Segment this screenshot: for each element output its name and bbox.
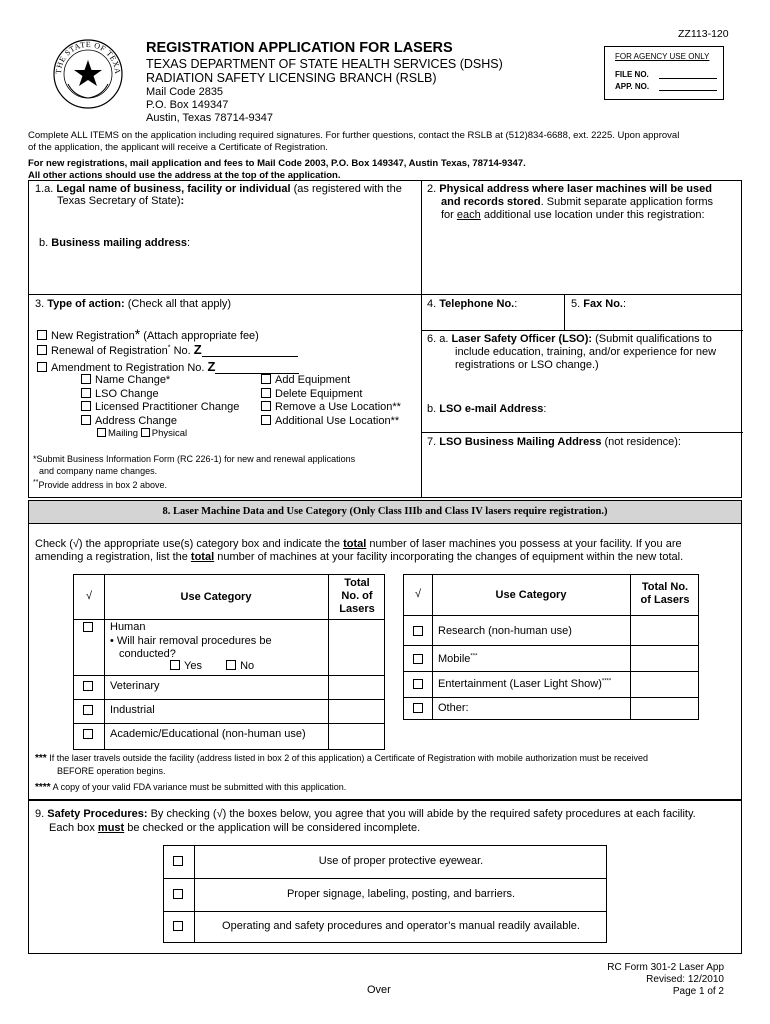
mailing-label: Mailing bbox=[108, 428, 139, 439]
amendment-right-options bbox=[261, 374, 401, 428]
mobile-label: Mobile bbox=[438, 653, 471, 665]
practitioner-change-label: Licensed Practitioner Change bbox=[95, 401, 240, 414]
section-9-instructions bbox=[35, 807, 739, 835]
human-row bbox=[83, 622, 97, 634]
renewal-no-label: No. bbox=[170, 345, 194, 357]
lso-rest-1: (Submit qualifications to bbox=[595, 333, 712, 345]
lso-mailing-number: 7. bbox=[427, 436, 437, 448]
name-change-label: Name Change* bbox=[95, 374, 171, 386]
amendment-z-prefix: Z bbox=[207, 359, 216, 374]
left-check-header: √ bbox=[85, 590, 93, 602]
remove-location-option[interactable] bbox=[261, 401, 401, 415]
right-total-header bbox=[630, 581, 700, 607]
s9-number: 9. bbox=[35, 808, 45, 820]
lso-mailing-label: LSO Business Mailing Address bbox=[439, 436, 602, 448]
footnote-2-mark: ** bbox=[33, 479, 39, 486]
fax-field[interactable] bbox=[571, 298, 626, 310]
eyewear-checkbox[interactable] bbox=[173, 856, 183, 866]
lso-mailing-rest: (not residence): bbox=[604, 436, 681, 448]
left-total-h3: Lasers bbox=[339, 603, 375, 615]
renewal-sup: * bbox=[167, 344, 171, 352]
industrial-total-field[interactable] bbox=[330, 701, 384, 721]
file-no-line[interactable] bbox=[659, 78, 717, 79]
use-category-table-right bbox=[403, 574, 699, 720]
industrial-label: Industrial bbox=[110, 704, 155, 716]
additional-location-checkbox[interactable] bbox=[261, 415, 271, 425]
entertainment-note-mark: **** bbox=[601, 678, 612, 685]
over-label: Over bbox=[367, 984, 391, 996]
section-8-notes bbox=[35, 752, 741, 794]
s8-p1a: Check (√) the appropriate use(s) category box and indicate the bbox=[35, 538, 344, 550]
s9-must: must bbox=[97, 822, 125, 834]
research-checkbox[interactable] bbox=[413, 626, 423, 636]
veterinary-label: Veterinary bbox=[110, 680, 160, 692]
lso-field[interactable] bbox=[427, 333, 741, 372]
eyewear-label: Use of proper protective eyewear. bbox=[318, 855, 484, 867]
right-total-h1: Total No. bbox=[641, 581, 689, 593]
box-2-line2-rest: . Submit separate application forms bbox=[540, 196, 714, 208]
box-2-number: 2. bbox=[427, 183, 437, 195]
lso-change-checkbox[interactable] bbox=[81, 388, 91, 398]
signage-checkbox[interactable] bbox=[173, 889, 183, 899]
additional-location-label: Additional Use Location** bbox=[275, 414, 400, 427]
box-1a-line2: Texas Secretary of State) bbox=[57, 195, 181, 207]
mobile-note-text-cont: BEFORE operation begins. bbox=[57, 766, 166, 776]
new-registration-mail-instructions: For new registrations, mail application and fees to Mail Code 2003, P.O. Box 149347, Austin Texas, 78714-9347. bbox=[28, 158, 526, 169]
other-label: Other: bbox=[438, 702, 469, 714]
add-equipment-checkbox[interactable] bbox=[261, 374, 271, 384]
additional-location-option[interactable] bbox=[261, 415, 401, 429]
hair-no-checkbox[interactable] bbox=[226, 660, 236, 670]
agency-use-box bbox=[604, 46, 724, 100]
other-total-field[interactable] bbox=[632, 699, 698, 719]
hair-yes-label: Yes bbox=[184, 660, 202, 672]
entertainment-total-field[interactable] bbox=[632, 673, 698, 695]
left-total-h1: Total bbox=[344, 577, 370, 589]
box-1b-colon: : bbox=[186, 237, 191, 249]
section-9 bbox=[28, 800, 742, 954]
left-total-h2: No. of bbox=[341, 590, 373, 602]
academic-label: Academic/Educational (non-human use) bbox=[110, 728, 306, 740]
box-2-line3-b: additional use location under this registration: bbox=[480, 209, 705, 221]
lso-email-label: LSO e-mail Address bbox=[439, 403, 544, 415]
footnote-1-cont: and company name changes. bbox=[39, 466, 158, 476]
box-4-5-row bbox=[421, 294, 743, 331]
practitioner-change-checkbox[interactable] bbox=[81, 401, 91, 411]
footnote-2: Provide address in box 2 above. bbox=[38, 480, 168, 490]
box-1a-number: 1.a. bbox=[35, 183, 54, 195]
footer-revised: Revised: 12/2010 bbox=[646, 974, 724, 985]
app-no-label: APP. NO. bbox=[615, 82, 650, 91]
agency-use-title: FOR AGENCY USE ONLY bbox=[615, 52, 710, 61]
delete-equipment-label: Delete Equipment bbox=[275, 387, 363, 400]
box-1b-number: b. bbox=[39, 237, 49, 249]
renewal-label: Renewal of Registration bbox=[51, 345, 168, 357]
human-total-field[interactable] bbox=[330, 621, 384, 673]
address-change-label: Address Change bbox=[95, 414, 177, 427]
lso-number: 6. a. bbox=[427, 333, 449, 345]
telephone-colon: : bbox=[514, 298, 518, 310]
box-1b[interactable] bbox=[39, 237, 190, 249]
s8-p2b: number of machines at your facility incorporating the changes of equipment within the new total. bbox=[214, 551, 684, 563]
safety-procedures-table bbox=[163, 845, 607, 943]
lso-label: Laser Safety Officer (LSO): bbox=[451, 333, 593, 345]
hair-no-label: No bbox=[240, 660, 255, 672]
physical-checkbox[interactable] bbox=[141, 428, 150, 437]
mail-code: Mail Code 2835 bbox=[146, 86, 224, 98]
section-8-instructions bbox=[35, 538, 683, 564]
fax-number: 5. bbox=[571, 298, 581, 310]
box-2-line3-a: for bbox=[441, 209, 457, 221]
research-label: Research (non-human use) bbox=[438, 625, 572, 637]
human-checkbox[interactable] bbox=[83, 622, 93, 632]
renewal-option[interactable] bbox=[37, 342, 298, 357]
lso-email-field[interactable] bbox=[427, 403, 546, 415]
lso-email-number: b. bbox=[427, 403, 437, 415]
box-2[interactable] bbox=[427, 183, 739, 222]
entertainment-checkbox[interactable] bbox=[413, 679, 423, 689]
entertainment-category bbox=[438, 678, 611, 690]
human-category bbox=[110, 621, 272, 662]
remove-location-label: Remove a Use Location** bbox=[275, 401, 401, 414]
fax-colon: : bbox=[622, 298, 627, 310]
procedures-label: Operating and safety procedures and operator’s manual readily available. bbox=[222, 920, 580, 932]
form-title: REGISTRATION APPLICATION FOR LASERS bbox=[146, 40, 453, 56]
app-no-line[interactable] bbox=[659, 90, 717, 91]
file-no-label: FILE NO. bbox=[615, 70, 649, 79]
veterinary-total-field[interactable] bbox=[330, 677, 384, 697]
texas-seal-icon bbox=[52, 38, 124, 110]
s8-p2-total: total bbox=[190, 551, 215, 563]
lso-change-label: LSO Change bbox=[95, 387, 159, 400]
s9-line2a: Each box bbox=[49, 822, 98, 834]
other-actions-instructions: All other actions should use the address at the top of the application. bbox=[28, 170, 341, 181]
veterinary-checkbox[interactable] bbox=[83, 681, 93, 691]
amendment-option[interactable] bbox=[37, 359, 299, 374]
academic-checkbox[interactable] bbox=[83, 729, 93, 739]
s8-p1-total: total bbox=[343, 538, 367, 550]
box-1a-colon: : bbox=[180, 195, 185, 207]
applicant-info-grid bbox=[28, 180, 742, 498]
hair-removal-answers bbox=[170, 660, 254, 672]
physical-label: Physical bbox=[151, 428, 188, 439]
lso-email-colon: : bbox=[543, 403, 547, 415]
new-registration-option[interactable] bbox=[37, 326, 259, 342]
po-box: P.O. Box 149347 bbox=[146, 99, 229, 111]
footer-form-info bbox=[540, 962, 724, 998]
renewal-z-prefix: Z bbox=[193, 342, 202, 357]
delete-equipment-option[interactable] bbox=[261, 388, 401, 402]
add-equipment-label: Add Equipment bbox=[275, 374, 351, 386]
fda-note-marker: **** bbox=[35, 782, 51, 793]
hair-removal-question: • Will hair removal procedures be bbox=[110, 634, 272, 647]
mobile-category bbox=[438, 653, 477, 665]
remove-location-checkbox[interactable] bbox=[261, 401, 271, 411]
academic-total-field[interactable] bbox=[330, 725, 384, 745]
entertainment-label: Entertainment (Laser Light Show) bbox=[438, 678, 602, 690]
s9-line2b: be checked or the application will be considered incomplete. bbox=[124, 822, 421, 834]
address-change-checkbox[interactable] bbox=[81, 415, 91, 425]
box-3-footnotes bbox=[33, 453, 355, 491]
new-registration-star: * bbox=[134, 326, 141, 342]
mobile-note-marker: *** bbox=[35, 753, 47, 764]
svg-text:THE STATE OF TEXAS: THE STATE OF TEXA bbox=[53, 39, 123, 75]
right-check-header: √ bbox=[414, 588, 422, 600]
delete-equipment-checkbox[interactable] bbox=[261, 388, 271, 398]
new-registration-note: (Attach appropriate fee) bbox=[140, 330, 259, 342]
lso-rest-2: include education, training, and/or experience for new bbox=[455, 346, 717, 358]
fda-note-text: A copy of your valid FDA variance must be submitted with this application. bbox=[50, 782, 347, 792]
left-total-header bbox=[328, 577, 386, 616]
box-2-line3-each: each bbox=[456, 209, 481, 221]
section-8-header bbox=[28, 500, 742, 524]
box-3-rest: (Check all that apply) bbox=[127, 298, 232, 310]
intro-line-2: of the application, the applicant will receive a Certificate of Registration. bbox=[28, 142, 328, 153]
mobile-total-field[interactable] bbox=[632, 647, 698, 669]
footer-page: Page 1 of 2 bbox=[672, 986, 724, 997]
section-8-title: 8. Laser Machine Data and Use Category (Only Class IIIb and Class IV lasers require registration.) bbox=[162, 506, 608, 517]
box-2-line1: Physical address where laser machines will be used bbox=[439, 183, 712, 195]
hair-yes-checkbox[interactable] bbox=[170, 660, 180, 670]
human-label: Human bbox=[110, 621, 146, 633]
mobile-note-text: If the laser travels outside the facility (address listed in box 2 of this application) a Certificate of Registration with mobile authorization must be received bbox=[46, 753, 648, 763]
section-8-body bbox=[28, 524, 742, 800]
other-checkbox[interactable] bbox=[413, 703, 423, 713]
signage-label: Proper signage, labeling, posting, and barriers. bbox=[286, 888, 516, 900]
footer-form-name: RC Form 301-2 Laser App bbox=[607, 962, 724, 973]
s9-rest: By checking (√) the boxes below, you agree that you will abide by the required safety procedures at each facility. bbox=[147, 808, 696, 820]
lso-mailing-address-field[interactable] bbox=[427, 436, 681, 448]
use-category-table-left bbox=[73, 574, 385, 750]
mobile-note-mark: *** bbox=[470, 653, 478, 660]
right-use-category-header: Use Category bbox=[495, 589, 567, 601]
footnote-1: *Submit Business Information Form (RC 226-1) for new and renewal applications bbox=[33, 454, 356, 464]
hair-removal-question-cont: conducted? bbox=[119, 648, 176, 660]
renewal-number-field[interactable] bbox=[202, 356, 298, 357]
right-total-h2: of Lasers bbox=[640, 594, 690, 606]
renewal-checkbox[interactable] bbox=[37, 345, 47, 355]
form-id: ZZ113-120 bbox=[678, 28, 729, 40]
box-1a-label: Legal name of business, facility or individual bbox=[56, 183, 291, 195]
amendment-left-options bbox=[81, 374, 239, 428]
new-registration-label: New Registration bbox=[51, 330, 135, 342]
branch-name: RADIATION SAFETY LICENSING BRANCH (RSLB) bbox=[146, 71, 437, 85]
box-3-number: 3. bbox=[35, 298, 45, 310]
name-change-checkbox[interactable] bbox=[81, 374, 91, 384]
lso-change-option[interactable] bbox=[81, 388, 239, 402]
intro-line-1: Complete ALL ITEMS on the application including required signatures. For further questions, contact the RSLB at (512)834-6688, ext. 2225. Upon approval bbox=[28, 130, 680, 141]
telephone-number: 4. bbox=[427, 298, 437, 310]
telephone-label: Telephone No. bbox=[439, 298, 515, 310]
name-change-option[interactable] bbox=[81, 374, 239, 388]
address-change-type bbox=[97, 428, 187, 439]
box-3-label: Type of action: bbox=[47, 298, 125, 310]
new-registration-checkbox[interactable] bbox=[37, 330, 47, 340]
left-use-category-header: Use Category bbox=[180, 591, 252, 603]
fax-label: Fax No. bbox=[583, 298, 623, 310]
address-change-option[interactable] bbox=[81, 415, 239, 429]
s8-p2a: amending a registration, list the bbox=[35, 551, 191, 563]
research-total-field[interactable] bbox=[632, 617, 698, 643]
box-2-line2-bold: and records stored bbox=[441, 196, 541, 208]
city-state-zip: Austin, Texas 78714-9347 bbox=[146, 112, 273, 124]
box-1a[interactable] bbox=[35, 183, 419, 207]
box-1a-rest: (as registered with the bbox=[293, 183, 402, 195]
practitioner-change-option[interactable] bbox=[81, 401, 239, 415]
mobile-checkbox[interactable] bbox=[413, 654, 423, 664]
s9-label: Safety Procedures: bbox=[47, 808, 148, 820]
procedures-checkbox[interactable] bbox=[173, 921, 183, 931]
amendment-checkbox[interactable] bbox=[37, 362, 47, 372]
lso-rest-3: registrations or LSO change.) bbox=[455, 359, 599, 371]
industrial-checkbox[interactable] bbox=[83, 705, 93, 715]
telephone-field[interactable] bbox=[427, 298, 517, 310]
department-name: TEXAS DEPARTMENT OF STATE HEALTH SERVICES (DSHS) bbox=[146, 57, 503, 71]
mailing-checkbox[interactable] bbox=[97, 428, 106, 437]
box-1b-label: Business mailing address bbox=[51, 237, 187, 249]
s8-p1b: number of laser machines you possess at your facility. If you are bbox=[366, 538, 682, 550]
amendment-label: Amendment to Registration No. bbox=[51, 362, 208, 374]
box-3-header bbox=[35, 298, 231, 310]
add-equipment-option[interactable] bbox=[261, 374, 401, 388]
